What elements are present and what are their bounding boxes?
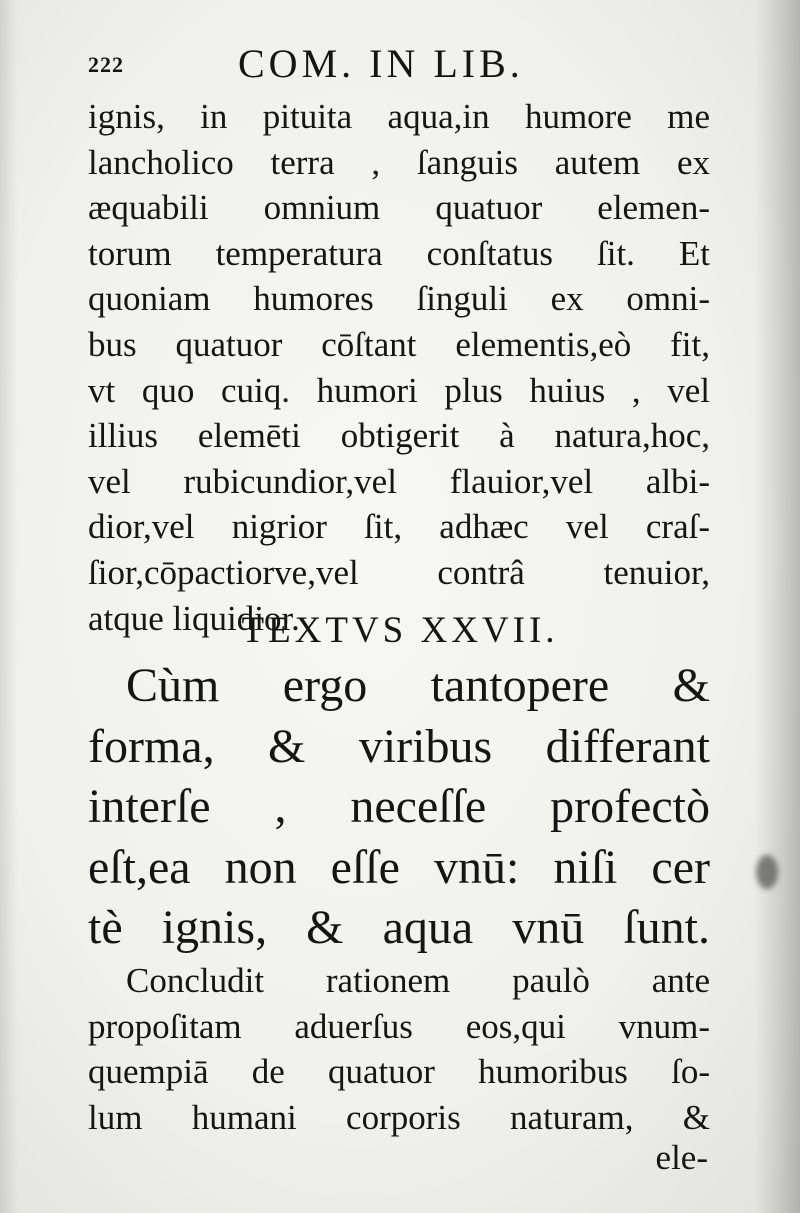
text-line: quoniam humores ſinguli ex omni- — [88, 279, 710, 319]
text-line: lancholico terra , ſanguis autem ex — [88, 142, 710, 182]
text-line: atque liquidior. — [88, 598, 300, 638]
running-head: COM. IN LIB. — [238, 41, 524, 86]
text-line: vt quo cuiq. humori plus huius , vel — [88, 370, 710, 410]
text-line: ſior,cōpactiorve,vel contrâ tenuior, — [88, 552, 710, 592]
text-line: dior,vel nigrior ſit, adhæc vel craſ- — [88, 507, 710, 547]
text-line: lum humani corporis naturam, & — [88, 1097, 710, 1137]
text-line: ignis, in pituita aqua,in humore me — [88, 97, 710, 136]
page-gutter-shadow — [0, 0, 18, 1213]
page-header — [0, 36, 800, 96]
textus-line: Cùm ergo tantopere & — [126, 659, 710, 712]
textus-line: tè ignis, & aqua vnū ſunt. — [88, 901, 710, 954]
text-line: propoſitam aduerſus eos,qui vnum- — [88, 1006, 710, 1046]
commentary-paragraph-2 — [88, 958, 710, 1140]
commentary-paragraph-1 — [88, 94, 710, 641]
textus-passage — [88, 656, 710, 959]
page-number: 222 — [88, 52, 124, 77]
text-line: æquabili omnium quatuor elemen- — [88, 188, 710, 228]
textus-line: eſt,ea non eſſe vnū: niſi cer — [88, 840, 710, 894]
text-line: quempiā de quatuor humoribus ſo- — [88, 1052, 710, 1092]
catchword: ele- — [655, 1138, 708, 1177]
textus-line: interſe , neceſſe profectò — [88, 780, 710, 833]
section-heading: TEXTVS XXVII. — [241, 610, 559, 651]
text-line: Concludit rationem paulò ante — [126, 961, 710, 1000]
textus-line: forma, & viribus differant — [88, 719, 710, 773]
text-line: torum temperatura conſtatus ſit. Et — [88, 233, 710, 273]
ink-spot — [756, 855, 778, 889]
text-line: illius elemēti obtigerit à natura,hoc, — [88, 416, 710, 456]
page-edge-shadow — [754, 0, 800, 1213]
text-line: bus quatuor cōſtant elementis,eò fit, — [88, 324, 710, 364]
text-line: vel rubicundior,vel flauior,vel albi- — [88, 461, 710, 501]
